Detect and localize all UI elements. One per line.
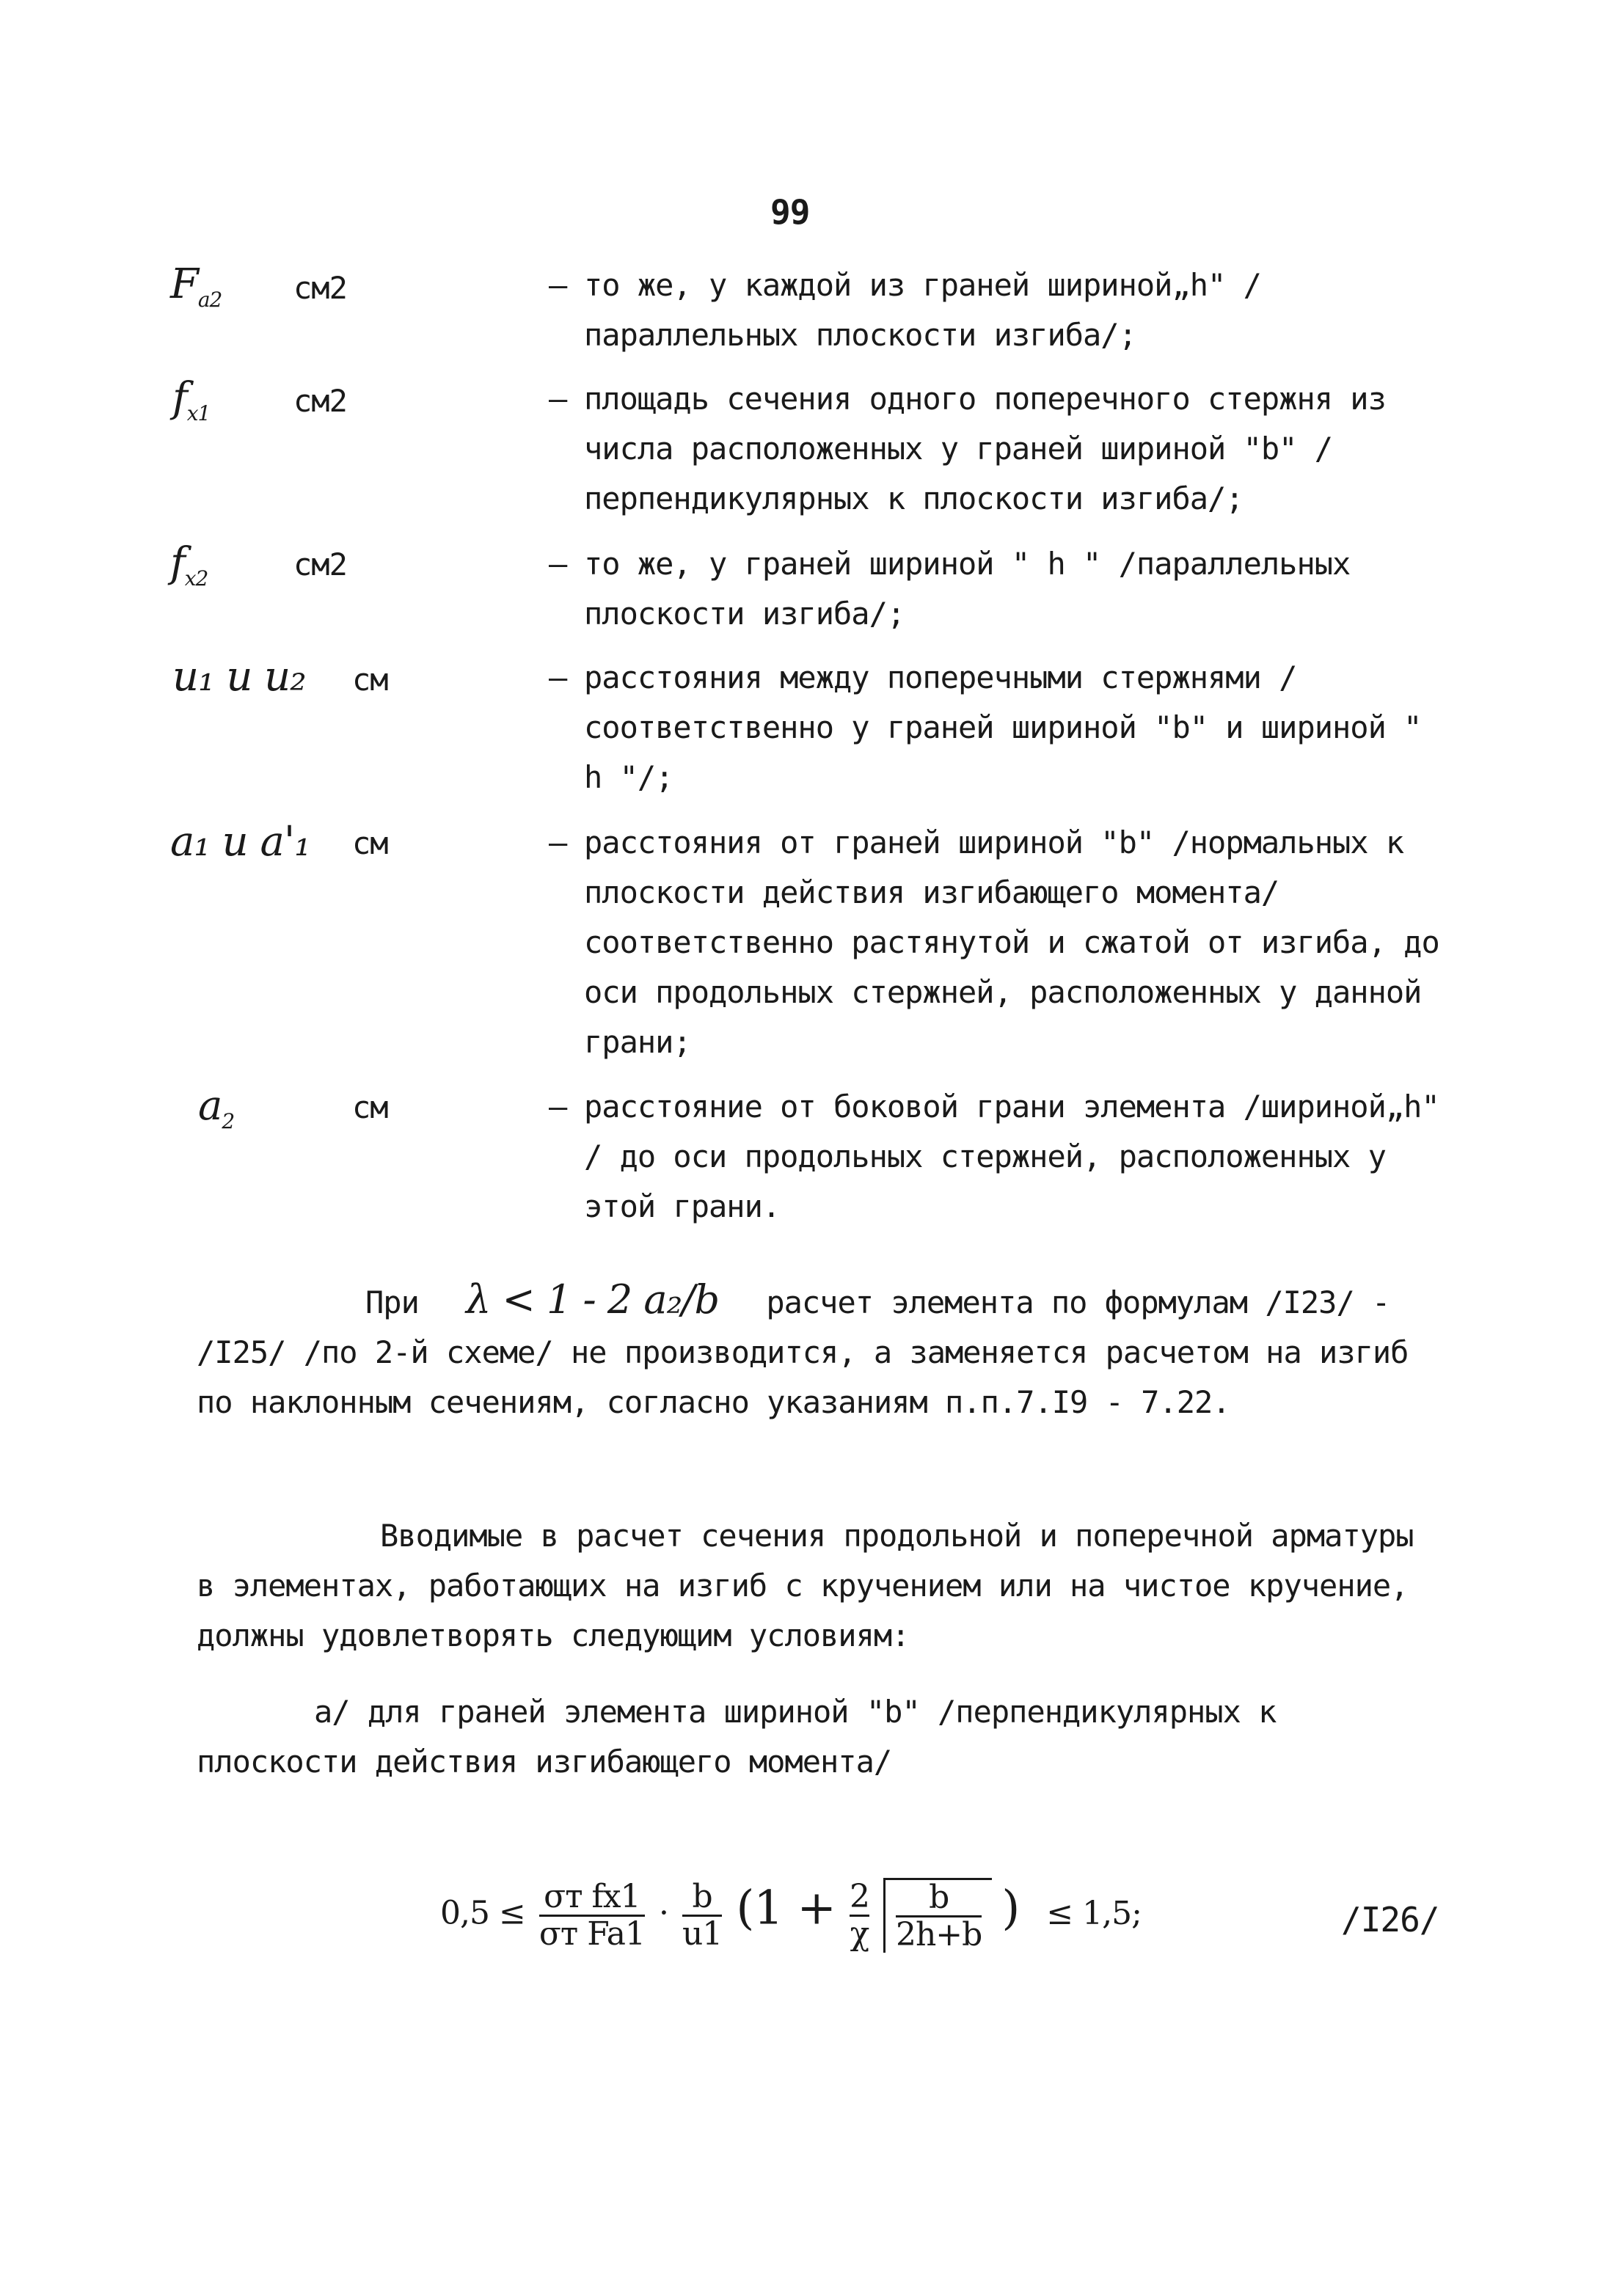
formula-radical: $\frac{b}{2h+b}$ [883, 1878, 992, 1953]
formula-left: 0,5 ≤ [440, 1894, 525, 1932]
symbol-u1-u2: u₁ и u₂ [172, 653, 306, 701]
formula-fraction-2: $\frac{b}{u1}$ [682, 1877, 723, 1953]
page-number: 99 [770, 192, 810, 232]
unit-fx1: см2 [293, 383, 347, 419]
definition-u1-u2: – расстояния между поперечными стержнями /соответственно у граней шириной "b" и шириной " h "/; [549, 659, 1422, 795]
definition-Fa2: – то же, у каждой из граней шириной„h" /параллельных плоскости изгиба/; [549, 267, 1261, 353]
definition-a1: – расстояния от граней шириной "b" /нормальных к плоскости действия изгибающего момента/ соответственно растянутой и сжатой от изгиба, до оси продольных стержней, расположенных у данной грани; [549, 825, 1439, 1060]
symbol-a2: $a_2$ [198, 1082, 235, 1134]
definition-fx1: – площадь сечения одного поперечного стержня из числа расположенных у граней шириной "b" /перпендикулярных к плоскости изгиба/; [549, 381, 1386, 516]
unit-fx2: см2 [293, 546, 347, 582]
paragraph-condition-lead: При [365, 1284, 419, 1320]
paragraph-case-a: а/ для граней элемента шириной "b" /перпендикулярных к плоскости действия изгибающего момента/ [197, 1694, 1277, 1780]
definition-fx2: – то же, у граней шириной " h " /параллельных плоскости изгиба/; [549, 546, 1351, 632]
unit-u1-u2: см [352, 662, 388, 698]
symbol-fx1: $f_{x1}$ [172, 374, 211, 426]
paragraph-requirements: Вводимые в расчет сечения продольной и поперечной арматуры в элементах, работающих на изгиб с кручением или на чистое кручение, должны удовлетворять следующим условиям: [197, 1518, 1414, 1653]
paragraph-condition-text: расчет элемента по формулам /I23/ - /I25/ /по 2-й схеме/ не производится, а заменяется расчетом на изгиб по наклонным сечениям, согласно указаниям п.п.7.I9 - 7.22. [197, 1284, 1409, 1420]
unit-Fa2: см2 [293, 270, 347, 306]
symbol-fx2: $f_{x2}$ [170, 539, 208, 591]
symbol-a1: a₁ и a'₁ [170, 818, 310, 866]
formula-right: ≤ 1,5; [1046, 1894, 1142, 1932]
symbol-Fa2: $F_{a2}$ [170, 260, 222, 312]
definition-a2: – расстояние от боковой грани элемента /шириной„h" / до оси продольных стержней, расположенных у этой грани. [549, 1089, 1439, 1224]
paragraph-condition [197, 1275, 1444, 1427]
formula-fraction-1: $\frac{\text{σт fx1}}{\text{σт Fa1}}$ [538, 1877, 645, 1953]
equation-number: /I26/ [1341, 1900, 1439, 1939]
formula-126: 0,5 ≤ $\frac{\text{σт fx1}}{\text{σт Fa1}}$ · $\frac{b}{u1}$ (1 + $\frac{2}{\chi}$ $\frac{b}{2h+b}$ ) ≤ 1,5; [440, 1877, 1142, 1953]
condition-formula: λ < 1 - 2 a₂/b [466, 1276, 720, 1323]
unit-a2: см [352, 1089, 388, 1125]
unit-a1: см [352, 825, 388, 861]
formula-fraction-3: $\frac{2}{\chi}$ [849, 1877, 869, 1953]
